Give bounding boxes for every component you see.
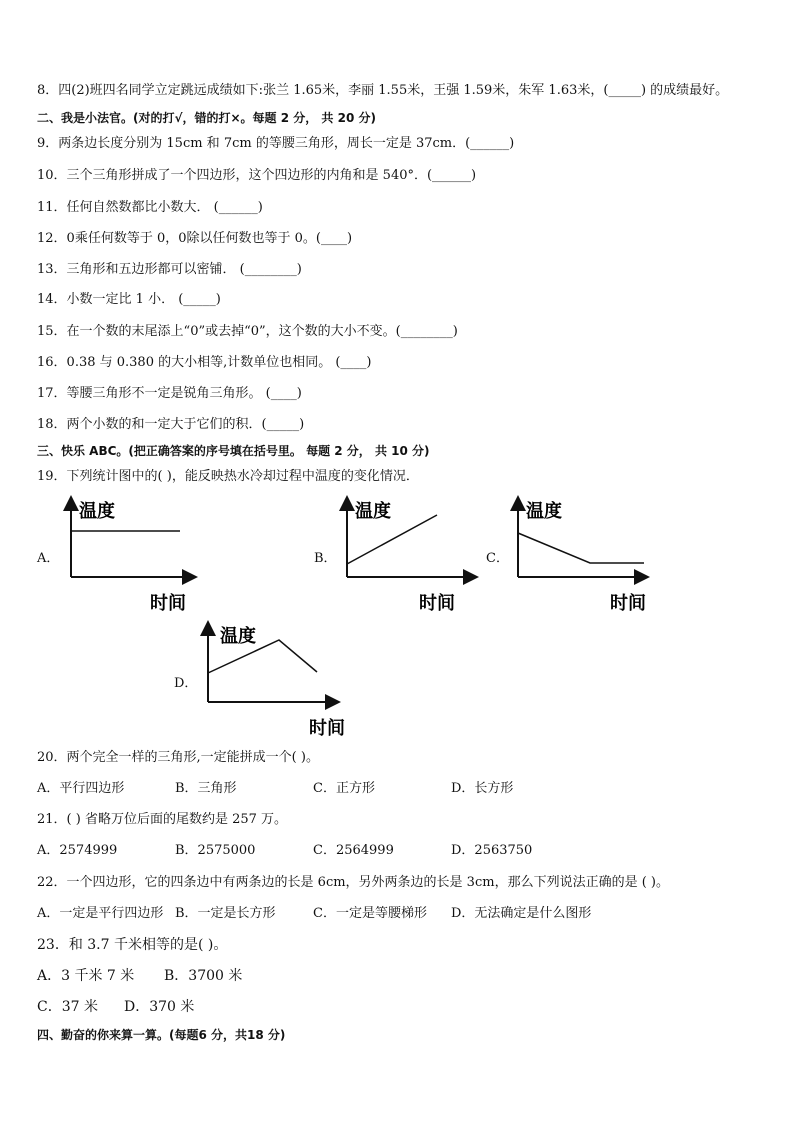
q20-option-a: A．平行四边形: [37, 781, 125, 796]
chart-b-y-label: 温度: [355, 501, 391, 522]
chart-b-x-label: 时间: [419, 593, 455, 614]
question-16: 16．0.38 与 0.380 的大小相等,计数单位也相同。 (____): [37, 355, 372, 370]
q20-option-b: B．三角形: [175, 781, 237, 796]
chart-a-y-label: 温度: [79, 501, 115, 522]
chart-c-x-label: 时间: [610, 593, 646, 614]
question-21: 21．( ) 省略万位后面的尾数约是 257 万。: [37, 812, 288, 827]
question-14: 14．小数一定比 1 小． (_____): [37, 292, 221, 307]
question-12: 12．0乘任何数等于 0，0除以任何数也等于 0。(____): [37, 231, 353, 246]
chart-c-letter: C．: [486, 551, 509, 566]
question-13: 13．三角形和五边形都可以密铺． (________): [37, 262, 302, 277]
q23-option-b: B．3700 米: [164, 968, 243, 984]
chart-c: [504, 495, 659, 615]
chart-d-y-label: 温度: [220, 626, 256, 647]
question-10: 10．三个三角形拼成了一个四边形，这个四边形的内角和是 540°．(______): [37, 168, 477, 183]
chart-a-letter: A．: [37, 551, 60, 566]
chart-c-line: [518, 533, 644, 563]
chart-b-letter: B．: [314, 551, 337, 566]
q22-option-b: B．一定是长方形: [175, 906, 276, 921]
q23-option-d: D．370 米: [124, 999, 195, 1015]
q22-option-d: D．无法确定是什么图形: [451, 906, 592, 921]
q22-option-c: C．一定是等腰梯形: [313, 906, 427, 921]
question-17: 17．等腰三角形不一定是锐角三角形。 (____): [37, 386, 302, 401]
chart-d-letter: D．: [174, 676, 198, 691]
chart-d-x-label: 时间: [309, 718, 345, 739]
question-8: 8．四(2)班四名同学立定跳远成绩如下:张兰 1.65米，李丽 1.55米，王强 1.59米，朱军 1.63米，(_____) 的成绩最好。: [37, 83, 729, 98]
question-19: 19．下列统计图中的( )，能反映热水冷却过程中温度的变化情况．: [37, 469, 419, 484]
q21-option-c: C．2564999: [313, 843, 394, 858]
question-15: 15．在一个数的末尾添上“0”或去掉“0”，这个数的大小不变。(________): [37, 324, 458, 339]
chart-b-line: [347, 515, 437, 564]
section-4-heading: 四、勤奋的你来算一算。(每题6 分，共18 分): [37, 1028, 286, 1042]
chart-d: [193, 620, 353, 740]
q23-option-c: C．37 米: [37, 999, 98, 1015]
chart-a: [55, 495, 205, 615]
chart-a-x-label: 时间: [150, 593, 186, 614]
q20-option-d: D．长方形: [451, 781, 514, 796]
question-23: 23．和 3.7 千米相等的是( )。: [37, 937, 228, 953]
question-11: 11．任何自然数都比小数大． (______): [37, 200, 263, 215]
section-3-heading: 三、快乐 ABC。(把正确答案的序号填在括号里。 每题 2 分， 共 10 分): [37, 444, 430, 458]
q21-option-d: D．2563750: [451, 843, 533, 858]
section-2-heading: 二、我是小法官。(对的打√，错的打×。每题 2 分， 共 20 分): [37, 111, 376, 125]
q20-option-c: C．正方形: [313, 781, 375, 796]
q21-option-a: A．2574999: [37, 843, 118, 858]
chart-b: [333, 495, 483, 615]
question-20: 20．两个完全一样的三角形,一定能拼成一个( )。: [37, 750, 319, 765]
q22-option-a: A．一定是平行四边形: [37, 906, 164, 921]
q21-option-b: B．2575000: [175, 843, 256, 858]
question-18: 18．两个小数的和一定大于它们的积．(_____): [37, 417, 305, 432]
question-9: 9．两条边长度分别为 15cm 和 7cm 的等腰三角形，周长一定是 37cm．(______): [37, 136, 515, 151]
q23-option-a: A．3 千米 7 米: [37, 968, 135, 984]
chart-c-y-label: 温度: [526, 501, 562, 522]
question-22: 22．一个四边形，它的四条边中有两条边的长是 6cm，另外两条边的长是 3cm，那么下列说法正确的是 ( )。: [37, 875, 669, 890]
